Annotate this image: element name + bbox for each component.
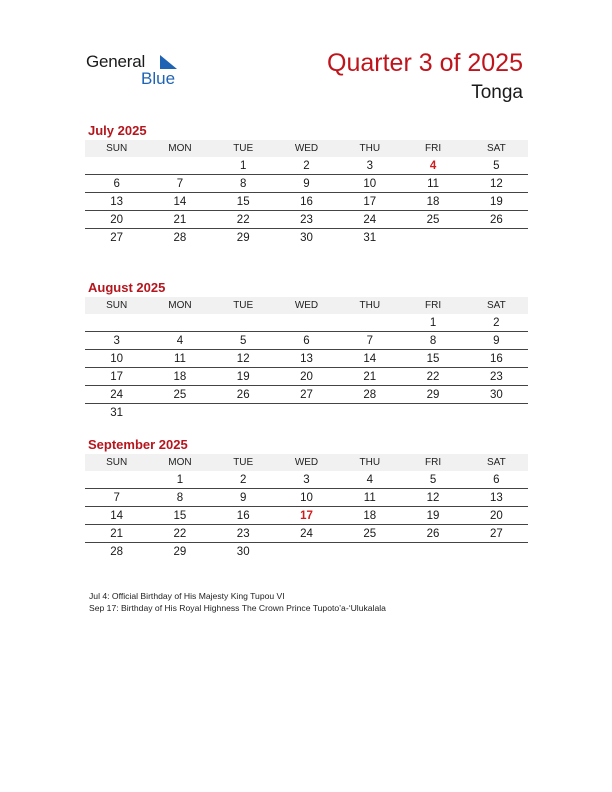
day-cell: 3 [275,471,338,489]
day-cell: 30 [300,231,313,244]
day-cell: 24 [338,211,401,229]
day-cell: 23 [275,211,338,229]
note-line: Sep 17: Birthday of His Royal Highness The Crown Prince Tupoto’a-‘Ulukalala [89,603,386,613]
day-cell [148,314,211,332]
day-cell: 27 [110,231,124,244]
day-cell: 18 [401,193,464,211]
day-cell: 6 [85,175,148,193]
week-row [85,175,528,193]
day-cell [275,404,338,422]
day-cell [401,229,464,247]
logo-flag-icon [160,55,177,69]
day-cell [465,229,528,247]
day-cell: 5 [212,332,275,350]
day-cell: 22 [148,525,211,543]
day-cell: 4 [338,471,401,489]
day-cell: 17 [85,368,148,386]
week-row [85,471,528,489]
month-title: August 2025 [88,280,166,295]
day-cell: 9 [275,175,338,193]
holiday-notes [89,590,399,614]
calendar-grid [85,140,528,246]
week-row [85,350,528,368]
month-title: September 2025 [88,437,188,452]
week-row [85,332,528,350]
day-cell: 30 [236,545,250,558]
day-cell: 8 [148,489,211,507]
day-cell: 9 [465,332,528,350]
day-cell [148,404,211,422]
day-cell [212,404,275,422]
day-cell: 28 [338,386,401,404]
week-row [85,543,528,561]
day-cell [148,157,211,175]
day-cell: 14 [85,507,148,525]
day-cell [401,404,464,422]
weekday-header: TUE [212,297,275,314]
day-cell: 31 [363,231,377,244]
weekday-header: THU [338,140,401,157]
day-cell: 19 [465,193,528,211]
day-cell: 4 [401,157,464,175]
weekday-header: THU [338,297,401,314]
day-cell: 3 [85,332,148,350]
day-cell: 25 [148,386,211,404]
day-cell: 27 [275,386,338,404]
day-cell: 10 [275,489,338,507]
day-cell: 1 [148,471,211,489]
day-cell: 24 [85,386,148,404]
day-cell: 25 [338,525,401,543]
day-cell: 21 [338,368,401,386]
country-name: Tonga [471,82,523,103]
day-cell: 18 [148,368,211,386]
weekday-header: FRI [401,297,464,314]
day-cell: 6 [275,332,338,350]
day-cell: 7 [85,489,148,507]
day-cell: 15 [148,507,211,525]
day-cell: 3 [338,157,401,175]
day-cell: 26 [212,386,275,404]
day-cell: 31 [110,406,124,419]
day-cell [85,314,148,332]
day-cell [275,314,338,332]
week-row [85,404,528,422]
day-cell: 19 [401,507,464,525]
day-cell: 13 [275,350,338,368]
day-cell: 22 [401,368,464,386]
day-cell: 8 [401,332,464,350]
day-cell: 29 [401,386,464,404]
day-cell: 4 [148,332,211,350]
calendar-grid [85,297,528,421]
day-cell [212,314,275,332]
weekday-header: SUN [85,454,148,471]
day-cell: 28 [110,545,124,558]
day-cell: 18 [338,507,401,525]
weekday-header: WED [275,297,338,314]
weekday-header: THU [338,454,401,471]
day-cell: 16 [275,193,338,211]
logo-text-general: General [86,52,146,71]
calendar-grid [85,454,528,560]
weekday-header: SAT [465,454,528,471]
day-cell: 13 [85,193,148,211]
day-cell: 2 [465,314,528,332]
week-row [85,211,528,229]
page-title: Quarter 3 of 2025 [327,49,523,77]
day-cell [338,543,401,561]
day-cell: 8 [212,175,275,193]
day-cell: 11 [338,489,401,507]
logo [86,52,186,92]
day-cell [465,404,528,422]
day-cell: 10 [338,175,401,193]
day-cell [465,543,528,561]
day-cell: 6 [465,471,528,489]
day-cell: 20 [85,211,148,229]
day-cell: 5 [401,471,464,489]
day-cell: 28 [173,231,187,244]
day-cell [85,471,148,489]
week-row [85,314,528,332]
day-cell: 10 [85,350,148,368]
month-july [85,122,528,246]
weekday-header: SUN [85,140,148,157]
weekday-header: WED [275,454,338,471]
day-cell: 21 [148,211,211,229]
week-row [85,193,528,211]
day-cell: 14 [148,193,211,211]
day-cell: 11 [401,175,464,193]
day-cell: 17 [275,507,338,525]
day-cell: 7 [338,332,401,350]
day-cell: 23 [212,525,275,543]
week-row [85,489,528,507]
day-cell: 26 [465,211,528,229]
day-cell: 16 [465,350,528,368]
day-cell: 19 [212,368,275,386]
weekday-header: FRI [401,140,464,157]
day-cell: 20 [275,368,338,386]
week-row [85,157,528,175]
month-august [85,279,528,421]
day-cell: 5 [465,157,528,175]
day-cell: 12 [465,175,528,193]
day-cell: 21 [85,525,148,543]
day-cell: 27 [465,525,528,543]
day-cell: 25 [401,211,464,229]
day-cell: 7 [148,175,211,193]
day-cell: 30 [465,386,528,404]
weekday-header: MON [148,297,211,314]
day-cell: 12 [212,350,275,368]
day-cell: 15 [212,193,275,211]
day-cell: 24 [275,525,338,543]
weekday-header: FRI [401,454,464,471]
weekday-header: SAT [465,140,528,157]
day-cell: 13 [465,489,528,507]
week-row [85,229,528,247]
day-cell: 22 [212,211,275,229]
week-row [85,507,528,525]
day-cell: 16 [212,507,275,525]
day-cell: 29 [236,231,250,244]
day-cell: 20 [465,507,528,525]
day-cell [85,157,148,175]
day-cell: 11 [148,350,211,368]
month-title: July 2025 [88,123,147,138]
day-cell: 26 [401,525,464,543]
day-cell: 1 [212,157,275,175]
weekday-header: SAT [465,297,528,314]
weekday-header: SUN [85,297,148,314]
note-line: Jul 4: Official Birthday of His Majesty King Tupou VI [89,591,285,601]
weekday-header: MON [148,454,211,471]
week-row [85,525,528,543]
day-cell: 14 [338,350,401,368]
weekday-header: WED [275,140,338,157]
day-cell [275,543,338,561]
weekday-header: MON [148,140,211,157]
day-cell: 1 [401,314,464,332]
month-september [85,436,528,560]
day-cell: 23 [465,368,528,386]
day-cell: 15 [401,350,464,368]
day-cell: 2 [275,157,338,175]
week-row [85,368,528,386]
day-cell: 2 [212,471,275,489]
weekday-header: TUE [212,454,275,471]
week-row [85,386,528,404]
day-cell [401,543,464,561]
weekday-header: TUE [212,140,275,157]
day-cell: 17 [338,193,401,211]
day-cell: 9 [212,489,275,507]
day-cell: 29 [173,545,187,558]
day-cell [338,314,401,332]
logo-text-blue: Blue [141,69,176,88]
day-cell: 12 [401,489,464,507]
day-cell [338,404,401,422]
